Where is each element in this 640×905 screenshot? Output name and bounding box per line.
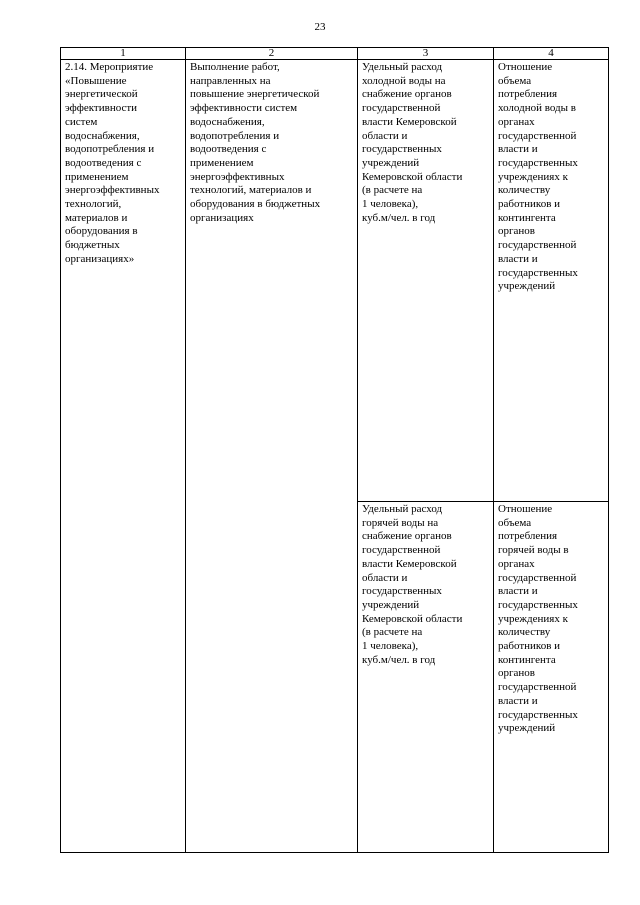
column-header-3: 3 — [358, 48, 494, 60]
column-header-1: 1 — [61, 48, 186, 60]
calculation-cold-water-text: Отношение объема потребления холодной воды в органах государственной власти и государственных учреждениях к количеству работников и контингента органов государственной власти и государственных учреждений — [498, 61, 578, 293]
measure-name-text: 2.14. Мероприятие «Повышение энергетической эффективности систем водоснабжения, водопотребления и водоотведения с применением энергоэффективных технологий, материалов и оборудования в бюджетных организациях» — [65, 61, 160, 265]
measure-name-cell — [61, 60, 186, 853]
page-number: 23 — [314, 21, 326, 33]
indicator-cold-water-text: Удельный расход холодной воды на снабжение органов государственной власти Кемеровской области и государственных учреждений Кемеровской области (в расчете на 1 человека), куб.м/чел. в год — [362, 61, 463, 224]
table-row — [61, 60, 609, 502]
indicator-cell — [358, 60, 494, 502]
calculation-hot-water-text: Отношение объема потребления горячей воды в органах государственной власти и государственных учреждениях к количеству работников и контингента органов государственной власти и государственных учреждений — [498, 503, 578, 735]
column-header-4: 4 — [494, 48, 609, 60]
indicator-cell — [358, 502, 494, 853]
measures-table — [60, 47, 609, 853]
indicator-hot-water-text: Удельный расход горячей воды на снабжение органов государственной власти Кемеровской области и государственных учреждений Кемеровской области (в расчете на 1 человека), куб.м/чел. в год — [362, 503, 463, 666]
calculation-method-cell — [494, 60, 609, 502]
table-header-row — [61, 48, 609, 60]
measure-description-cell — [186, 60, 358, 853]
calculation-method-cell — [494, 502, 609, 853]
column-header-2: 2 — [186, 48, 358, 60]
measure-description-text: Выполнение работ, направленных на повышение энергетической эффективности систем водоснабжения, водопотребления и водоотведения с применением энергоэффективных технологий, материалов и оборудования в бюджетных организациях — [190, 61, 321, 224]
